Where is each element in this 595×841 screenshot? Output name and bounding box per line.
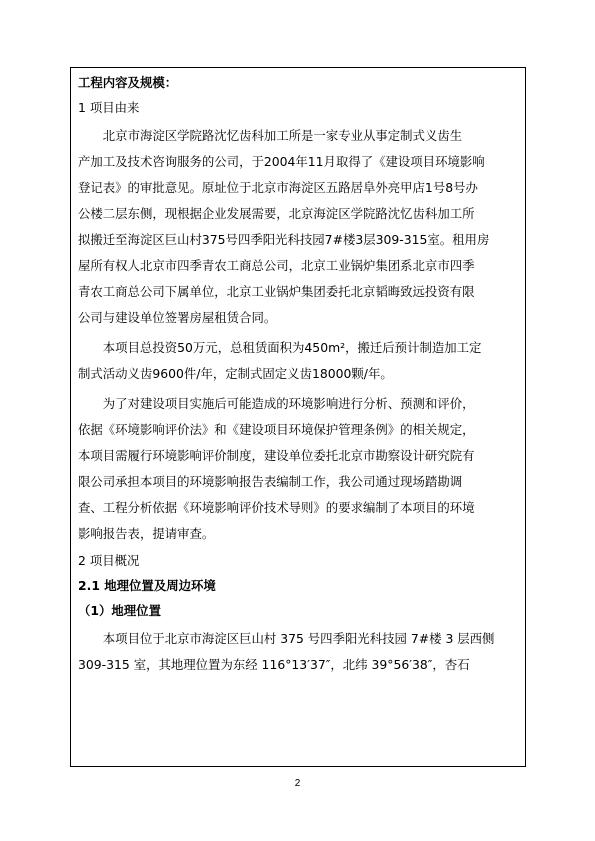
text-line: 产加工及技术咨询服务的公司，于2004年11月取得了《建设项目环境影响	[78, 154, 485, 169]
paragraph-project-origin	[78, 123, 519, 331]
text-line: 本项目需履行环境影响评价制度，建设单位委托北京市勘察设计研究院有	[78, 448, 475, 463]
paragraph-location	[78, 626, 519, 678]
text-line: 查、工程分析依据《环境影响评价技术导则》的要求编制了本项目的环境	[78, 500, 475, 515]
document-body	[78, 73, 519, 682]
text-line: 公司与建设单位签署房屋租赁合同。	[78, 310, 277, 325]
text-line: 青农工商总公司下属单位，北京工业锅炉集团委托北京韬晦致远投资有限	[78, 284, 475, 299]
subsection-location-title: （1）地理位置	[78, 603, 161, 618]
text-line: 制式活动义齿9600件/年，定制式固定义齿18000颗/年。	[78, 366, 393, 381]
text-line: 屋所有权人北京市四季青农工商总公司，北京工业锅炉集团系北京市四季	[78, 258, 475, 273]
section-2-title: 2 项目概况	[78, 553, 140, 568]
text-line: 本项目位于北京市海淀区巨山村 375 号四季阳光科技园 7#楼 3 层西侧	[102, 631, 495, 646]
section-1-title: 1 项目由来	[78, 100, 140, 115]
page-number: 2	[294, 778, 301, 789]
text-line: 公楼二层东侧，现根据企业发展需要，北京海淀区学院路沈忆齿科加工所	[78, 206, 475, 221]
text-line: 309-315 室，其地理位置为东经 116°13′37″，北纬 39°56′38″，杏石	[78, 657, 470, 672]
text-line: 登记表》的审批意见。原址位于北京市海淀区五路居阜外亮甲店1号8号办	[78, 180, 478, 195]
text-line: 影响报告表，提请审查。	[78, 526, 215, 541]
subsection-2-1-title: 2.1 地理位置及周边环境	[78, 578, 216, 593]
section-heading: 工程内容及规模：	[78, 75, 178, 90]
text-line: 限公司承担本项目的环境影响报告表编制工作，我公司通过现场踏勘调	[78, 474, 463, 489]
text-line: 依据《环境影响评价法》和《建设项目环境保护管理条例》的相关规定，	[78, 422, 475, 437]
text-line: 北京市海淀区学院路沈忆齿科加工所是一家专业从事定制式义齿生	[102, 128, 463, 143]
text-line: 本项目总投资50万元，总租赁面积为450m²，搬迁后预计制造加工定	[102, 340, 482, 355]
paragraph-investment	[78, 335, 519, 387]
text-line: 拟搬迁至海淀区巨山村375号四季阳光科技园7#楼3层309-315室。租用房	[78, 232, 490, 247]
content-frame	[70, 67, 526, 767]
text-line: 为了对建设项目实施后可能造成的环境影响进行分析、预测和评价，	[102, 396, 475, 411]
paragraph-eia-basis	[78, 391, 519, 547]
